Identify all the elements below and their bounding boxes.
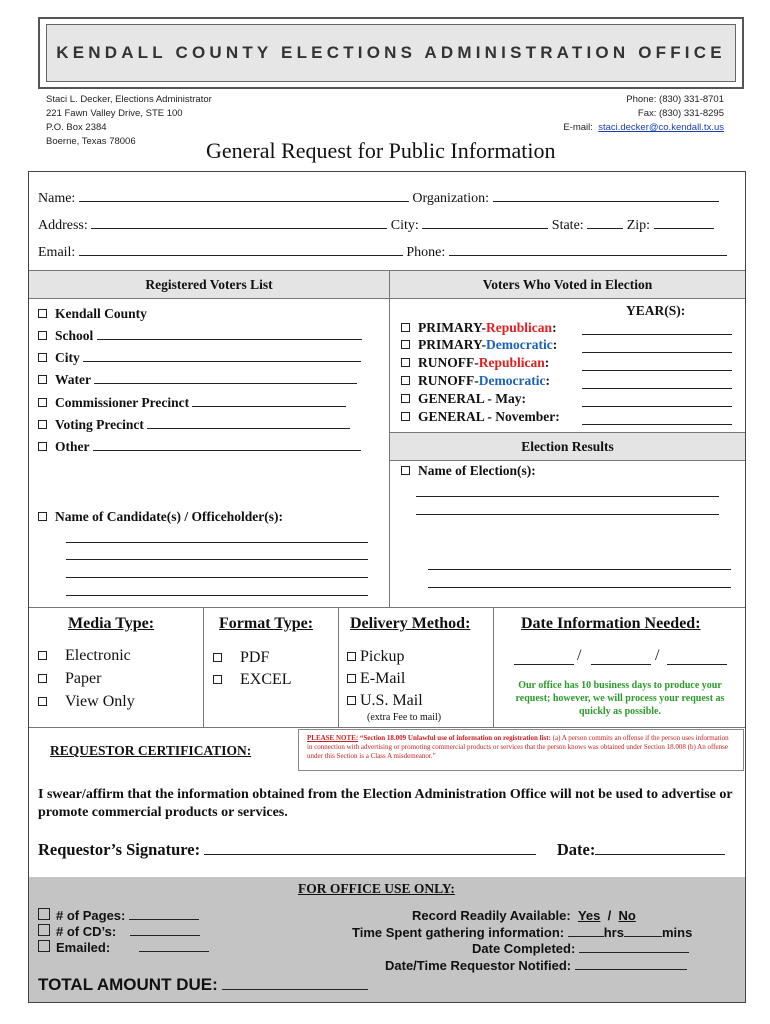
no-option[interactable]: No — [618, 908, 636, 923]
emailed-row[interactable]: Emailed: — [38, 940, 209, 955]
email-row — [38, 243, 727, 261]
emailed-field[interactable] — [139, 951, 209, 952]
water-field[interactable] — [94, 383, 357, 384]
address-line: Staci L. Decker, Elections Administrator — [46, 94, 212, 105]
total-due-row — [38, 975, 368, 995]
cds-row[interactable]: # of CD’s: — [38, 924, 200, 939]
email-field[interactable] — [79, 243, 403, 256]
banner — [46, 24, 736, 82]
delivery-method-heading: Delivery Method: — [350, 615, 471, 632]
list-item[interactable]: PRIMARY-Democratic: — [401, 337, 557, 353]
years-label: YEAR(S): — [626, 303, 686, 318]
registered-voters-heading: Registered Voters List — [29, 270, 389, 299]
candidate-line[interactable] — [66, 542, 368, 543]
list-item[interactable]: Commissioner Precinct — [38, 395, 346, 411]
oath-text: I swear/affirm that the information obtained from the Election Administration Office will not be used to advertise or promote commercial products or services. — [38, 787, 733, 820]
phone-field[interactable] — [449, 243, 727, 256]
yes-option[interactable]: Yes — [577, 908, 601, 923]
checkbox[interactable] — [401, 323, 410, 332]
media-type-heading: Media Type: — [68, 615, 155, 632]
year-line[interactable] — [582, 352, 732, 353]
office-use-heading: FOR OFFICE USE ONLY: — [298, 881, 455, 896]
delivery-option[interactable]: U.S. Mail — [347, 692, 423, 710]
date-day-field[interactable] — [591, 664, 651, 665]
format-option[interactable]: PDF — [213, 649, 269, 667]
checkbox[interactable] — [38, 674, 47, 683]
cds-field[interactable] — [130, 935, 200, 936]
format-type-heading: Format Type: — [219, 615, 314, 632]
year-line[interactable] — [582, 334, 732, 335]
date-label: Date: — [556, 840, 596, 859]
list-item[interactable]: School — [38, 328, 362, 344]
signature-field[interactable] — [204, 840, 536, 855]
checkbox[interactable] — [401, 394, 410, 403]
voted-heading: Voters Who Voted in Election — [390, 270, 745, 299]
completed-row: Date Completed: — [472, 941, 689, 956]
list-item[interactable]: Other — [38, 439, 361, 455]
notified-field[interactable] — [575, 969, 687, 970]
checkbox[interactable] — [38, 940, 50, 952]
year-line[interactable] — [582, 424, 732, 425]
processing-notice: Our office has 10 business days to produce your request; however, we will process your request as quickly as possible. — [515, 680, 725, 717]
phone-text: Phone: (830) 331-8701 — [626, 94, 724, 105]
state-field[interactable] — [587, 216, 623, 229]
zip-label: Zip: — [626, 218, 651, 233]
checkbox[interactable] — [38, 442, 47, 451]
address-label: Address: — [38, 218, 88, 233]
city-field[interactable] — [422, 216, 548, 229]
date-separator: / — [577, 647, 582, 664]
candidate-line[interactable] — [66, 577, 368, 578]
year-line[interactable] — [582, 388, 732, 389]
checkbox[interactable] — [401, 412, 410, 421]
date-needed-heading: Date Information Needed: — [521, 615, 701, 632]
checkbox[interactable] — [38, 651, 47, 660]
candidate-line[interactable] — [66, 559, 368, 560]
completed-field[interactable] — [579, 952, 689, 953]
delivery-option[interactable]: Pickup — [347, 648, 404, 666]
commissioner-field[interactable] — [192, 406, 346, 407]
election-line[interactable] — [416, 514, 719, 515]
address-line: 221 Fawn Valley Drive, STE 100 — [46, 108, 183, 119]
signature-row — [38, 840, 725, 860]
date-month-field[interactable] — [514, 664, 574, 665]
list-item[interactable]: GENERAL - November: — [401, 409, 560, 425]
list-item[interactable]: GENERAL - May: — [401, 391, 526, 407]
format-option[interactable]: EXCEL — [213, 671, 292, 689]
list-item[interactable]: Kendall County — [38, 306, 147, 322]
checkbox[interactable] — [38, 924, 50, 936]
checkbox[interactable] — [213, 653, 222, 662]
address-block — [46, 93, 212, 149]
email-link[interactable]: staci.decker@co.kendall.tx.us — [598, 122, 724, 133]
list-item[interactable]: Water — [38, 372, 357, 388]
organization-label: Organization: — [412, 191, 490, 206]
divider — [29, 727, 745, 728]
organization-field[interactable] — [493, 189, 719, 202]
election-name-item[interactable]: Name of Election(s): — [401, 463, 536, 479]
election-line[interactable] — [428, 569, 731, 570]
list-item[interactable]: City — [38, 350, 361, 366]
city-label: City: — [390, 218, 419, 233]
city-list-field[interactable] — [83, 361, 361, 362]
pages-field[interactable] — [129, 919, 199, 920]
checkbox[interactable] — [38, 375, 47, 384]
checkbox[interactable] — [38, 331, 47, 340]
checkbox[interactable] — [38, 908, 50, 920]
media-option[interactable]: Paper — [38, 670, 101, 688]
election-line[interactable] — [428, 587, 731, 588]
voting-precinct-field[interactable] — [147, 428, 350, 429]
checkbox[interactable] — [401, 376, 410, 385]
election-results-heading: Election Results — [390, 432, 745, 461]
checkbox[interactable] — [401, 466, 410, 475]
checkbox[interactable] — [401, 340, 410, 349]
signature-label: Requestor’s Signature: — [38, 840, 201, 859]
date-separator: / — [655, 647, 660, 664]
checkbox[interactable] — [401, 358, 410, 367]
contact-block — [563, 93, 724, 135]
list-item[interactable]: Voting Precinct — [38, 417, 350, 433]
other-field[interactable] — [93, 450, 361, 451]
name-field[interactable] — [79, 189, 409, 202]
state-label: State: — [551, 218, 584, 233]
address-row — [38, 216, 714, 234]
divider — [29, 607, 745, 608]
checkbox[interactable] — [347, 674, 356, 683]
address-line: Boerne, Texas 78006 — [46, 136, 136, 147]
address-field[interactable] — [91, 216, 387, 229]
media-option[interactable]: View Only — [38, 693, 135, 711]
candidate-item[interactable]: Name of Candidate(s) / Officeholder(s): — [38, 509, 283, 525]
divider — [203, 607, 204, 727]
list-item[interactable]: RUNOFF-Democratic: — [401, 373, 550, 389]
delivery-option[interactable]: E-Mail — [347, 670, 405, 688]
date-year-field[interactable] — [667, 664, 727, 665]
hours-field[interactable] — [568, 936, 604, 937]
readily-available-row: Record Readily Available: Yes / No — [412, 908, 636, 923]
election-line[interactable] — [416, 496, 719, 497]
total-due-label: TOTAL AMOUNT DUE: — [38, 975, 218, 994]
checkbox[interactable] — [347, 696, 356, 705]
year-line[interactable] — [582, 406, 732, 407]
total-due-field[interactable] — [222, 975, 368, 990]
list-item[interactable]: PRIMARY-Republican: — [401, 320, 557, 336]
minutes-field[interactable] — [624, 936, 662, 937]
list-item[interactable]: RUNOFF-Republican: — [401, 355, 549, 371]
checkbox[interactable] — [213, 675, 222, 684]
year-line[interactable] — [582, 370, 732, 371]
name-label: Name: — [38, 191, 76, 206]
email-label: E-mail: — [563, 122, 593, 133]
checkbox[interactable] — [38, 398, 47, 407]
address-line: P.O. Box 2384 — [46, 122, 107, 133]
notified-row: Date/Time Requestor Notified: — [385, 958, 687, 973]
school-field[interactable] — [97, 339, 362, 340]
checkbox[interactable] — [347, 652, 356, 661]
fax-text: Fax: (830) 331-8295 — [637, 108, 724, 119]
checkbox[interactable] — [38, 512, 47, 521]
name-row — [38, 189, 719, 207]
checkbox[interactable] — [38, 309, 47, 318]
phone-label: Phone: — [406, 245, 446, 260]
candidate-line[interactable] — [66, 595, 368, 596]
mail-fee-note: (extra Fee to mail) — [367, 712, 442, 723]
form-title: General Request for Public Information — [206, 138, 556, 163]
divider — [338, 607, 339, 727]
signature-date-field[interactable] — [595, 840, 725, 855]
media-option[interactable]: Electronic — [38, 647, 131, 665]
zip-field[interactable] — [654, 216, 714, 229]
checkbox[interactable] — [38, 353, 47, 362]
certification-heading: REQUESTOR CERTIFICATION: — [50, 743, 252, 758]
time-spent-row: Time Spent gathering information: hrs mins — [352, 925, 693, 940]
divider — [493, 607, 494, 727]
email-label-field: Email: — [38, 245, 76, 260]
legal-note: PLEASE NOTE: “Section 18.009 Unlawful use of information on registration list: (a) A person commits an offense if the person uses information in connection with advertising or promoting commercial products or services that the person knows was obtained under Section 18.008 (b) An offense under this Section is a Class A misdemeanor.” — [298, 729, 744, 771]
pages-row[interactable]: # of Pages: — [38, 908, 199, 923]
office-title: KENDALL COUNTY ELECTIONS ADMINISTRATION OFFICE — [56, 43, 726, 62]
checkbox[interactable] — [38, 420, 47, 429]
checkbox[interactable] — [38, 697, 47, 706]
